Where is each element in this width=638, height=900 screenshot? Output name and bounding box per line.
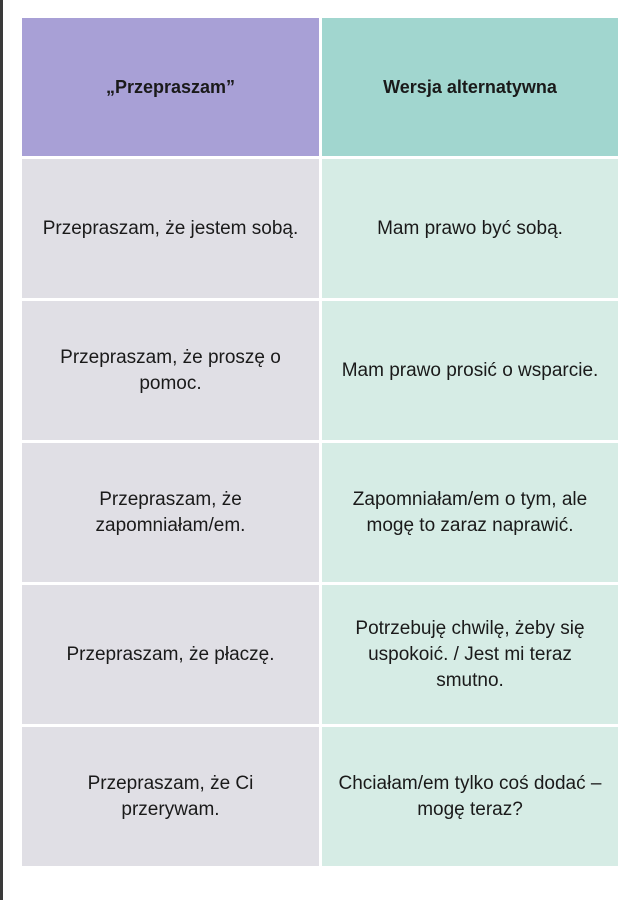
page-left-border bbox=[0, 0, 3, 900]
table-row-1-apology: Przepraszam, że jestem sobą. bbox=[22, 159, 319, 298]
table-row-3-alternative: Zapomniałam/em o tym, ale mogę to zaraz naprawić. bbox=[322, 443, 618, 582]
table-row-4-alternative: Potrzebuję chwilę, żeby się uspokoić. / Jest mi teraz smutno. bbox=[322, 585, 618, 724]
table-row-4-apology: Przepraszam, że płaczę. bbox=[22, 585, 319, 724]
table-row-3-apology: Przepraszam, że zapomniałam/em. bbox=[22, 443, 319, 582]
table-row-2-apology: Przepraszam, że proszę o pomoc. bbox=[22, 301, 319, 440]
table-row-1-alternative: Mam prawo być sobą. bbox=[322, 159, 618, 298]
header-apology: „Przepraszam” bbox=[22, 18, 319, 156]
table-row-5-alternative: Chciałam/em tylko coś dodać – mogę teraz? bbox=[322, 727, 618, 866]
header-alternative-version: Wersja alternatywna bbox=[322, 18, 618, 156]
apology-alternatives-table bbox=[22, 18, 618, 866]
table-row-5-apology: Przepraszam, że Ci przerywam. bbox=[22, 727, 319, 866]
table-row-2-alternative: Mam prawo prosić o wsparcie. bbox=[322, 301, 618, 440]
